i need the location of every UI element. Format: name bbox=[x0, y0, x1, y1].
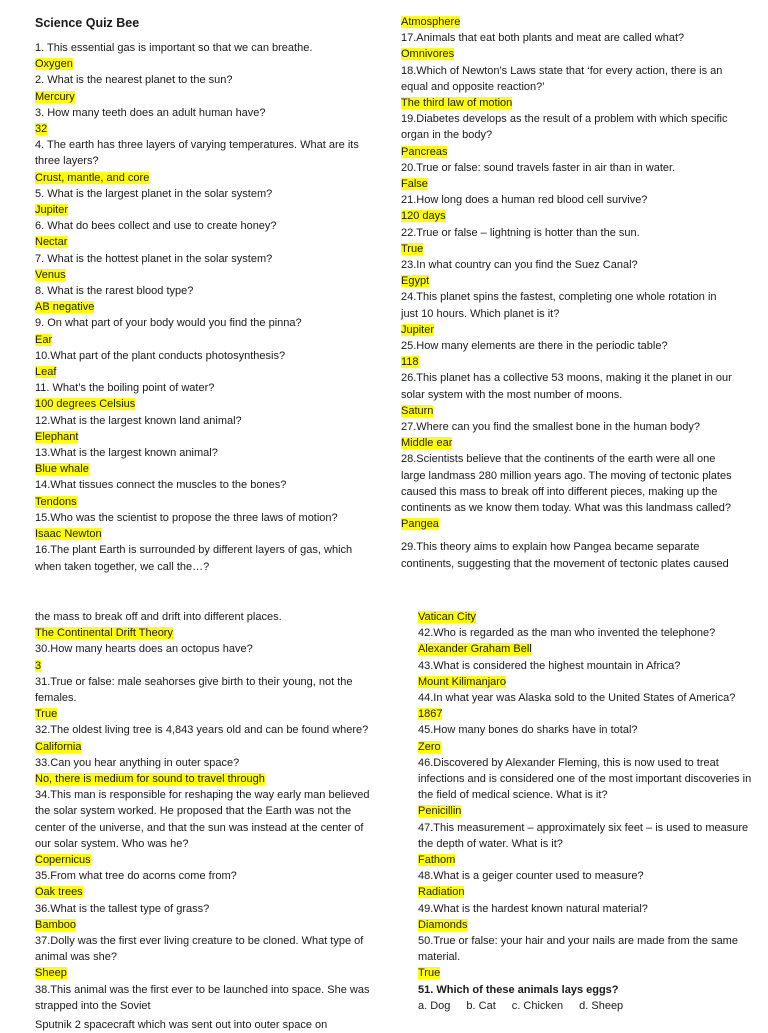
answer-highlight: Copernicus bbox=[35, 854, 91, 867]
question-text: 7. What is the hottest planet in the solar system? bbox=[35, 252, 273, 265]
answer-highlight: Jupiter bbox=[401, 323, 435, 336]
question-text: 29.This theory aims to explain how Pangea became separate continents, suggesting that the movement of tectonic plates caused bbox=[401, 540, 729, 570]
answer-highlight: Egypt bbox=[401, 275, 430, 288]
answer-highlight: Nectar bbox=[35, 236, 68, 249]
answer-highlight: True bbox=[401, 242, 424, 255]
question-text: 20.True or false: sound travels faster in air than in water. bbox=[401, 161, 676, 174]
question-text: the mass to break off and drift into different places. bbox=[35, 611, 282, 623]
question-text: 38.This animal was the first ever to be launched into space. She was strapped into the Soviet bbox=[35, 983, 370, 1012]
option-a: a. Dog bbox=[418, 999, 451, 1012]
answer-highlight: True bbox=[418, 967, 441, 980]
answer-highlight: 100 degrees Celsius bbox=[35, 398, 136, 411]
quiz-column-1 bbox=[35, 14, 370, 575]
question-text: 2. What is the nearest planet to the sun? bbox=[35, 74, 233, 87]
answer-highlight: California bbox=[35, 740, 82, 753]
answer-highlight: Mount Kilimanjaro bbox=[418, 675, 507, 688]
question-text: 49.What is the hardest known natural material? bbox=[418, 902, 648, 915]
question-text: 35.From what tree do acorns come from? bbox=[35, 870, 237, 883]
answer-highlight: True bbox=[35, 708, 58, 721]
question-text: 19.Diabetes develops as the result of a problem with which specific organ in the body? bbox=[401, 113, 728, 142]
question-text: 44.In what year was Alaska sold to the United States of America? bbox=[418, 692, 736, 705]
question-text: 31.True or false: male seahorses give birth to their young, not the females. bbox=[35, 675, 353, 705]
answer-highlight: Oak trees bbox=[35, 886, 83, 899]
answer-highlight: Blue whale bbox=[35, 463, 89, 476]
option-b: b. Cat bbox=[466, 999, 496, 1012]
question-text: 26.This planet has a collective 53 moons, making it the planet in our solar system with the most number of moons. bbox=[401, 372, 732, 401]
question-text: 1. This essential gas is important so that we can breathe. bbox=[35, 42, 313, 54]
question-text: 47.This measurement – approximately six feet – is used to measure the depth of water. What is it? bbox=[418, 821, 749, 850]
question-text: 13.What is the largest known animal? bbox=[35, 447, 218, 460]
question-text: 6. What do bees collect and use to create honey? bbox=[35, 220, 277, 233]
question-text: 17.Animals that eat both plants and meat are called what? bbox=[401, 32, 685, 45]
question-text: 28.Scientists believe that the continents of the earth were all one large landmass 280 million years ago. The moving of tectonic plates caused this mass to break off into different pieces, making up the continents as we know them today. What was this landmass called? bbox=[401, 453, 732, 515]
answer-highlight: Jupiter bbox=[35, 204, 69, 217]
question-text: 43.What is considered the highest mountain in Africa? bbox=[418, 659, 681, 672]
question-text: 42.Who is regarded as the man who invented the telephone? bbox=[418, 627, 716, 640]
answer-highlight: Bamboo bbox=[35, 918, 76, 931]
question-text: 18.Which of Newton’s Laws state that ‘for every action, there is an equal and opposite reaction?’ bbox=[401, 64, 723, 93]
answer-highlight: No, there is medium for sound to travel through bbox=[35, 773, 265, 786]
answer-highlight: AB negative bbox=[35, 301, 95, 314]
question-text: 21.How long does a human red blood cell survive? bbox=[401, 194, 648, 207]
answer-highlight: Middle ear bbox=[401, 437, 453, 450]
question-text: 37.Dolly was the first ever living creature to be cloned. What type of animal was she? bbox=[35, 935, 364, 964]
quiz-column-2 bbox=[401, 14, 736, 573]
answer-highlight: Saturn bbox=[401, 404, 434, 417]
question-text: 36.What is the tallest type of grass? bbox=[35, 902, 210, 915]
answer-highlight: Venus bbox=[35, 268, 66, 281]
answer-highlight: Atmosphere bbox=[401, 16, 461, 28]
answer-highlight: Ear bbox=[35, 333, 53, 346]
answer-highlight: The third law of motion bbox=[401, 97, 513, 110]
option-c: c. Chicken bbox=[511, 999, 564, 1012]
answer-highlight: Crust, mantle, and core bbox=[35, 171, 150, 184]
answer-highlight: Alexander Graham Bell bbox=[418, 643, 532, 656]
answer-highlight: Fathom bbox=[418, 854, 456, 867]
question-text: 11. What’s the boiling point of water? bbox=[35, 382, 215, 395]
question-text: 15.Who was the scientist to propose the three laws of motion? bbox=[35, 511, 338, 524]
answer-highlight: Isaac Newton bbox=[35, 528, 102, 541]
answer-highlight: 120 days bbox=[401, 210, 446, 223]
answer-highlight: 32 bbox=[35, 123, 48, 136]
question-text: 33.Can you hear anything in outer space? bbox=[35, 756, 240, 769]
answer-highlight: 3 bbox=[35, 659, 42, 672]
question-text: 27.Where can you find the smallest bone in the human body? bbox=[401, 421, 701, 434]
answer-highlight: Pancreas bbox=[401, 145, 448, 158]
answer-highlight: Sheep bbox=[35, 967, 67, 980]
question-text: 22.True or false – lightning is hotter than the sun. bbox=[401, 226, 640, 239]
answer-highlight: Tendons bbox=[35, 495, 77, 508]
question-text: 10.What part of the plant conducts photosynthesis? bbox=[35, 349, 286, 362]
answer-options bbox=[418, 998, 753, 1014]
question-text: 8. What is the rarest blood type? bbox=[35, 285, 194, 298]
answer-highlight: Leaf bbox=[35, 366, 57, 379]
question-text: 23.In what country can you find the Suez Canal? bbox=[401, 259, 638, 272]
question-text: 9. On what part of your body would you find the pinna? bbox=[35, 317, 302, 330]
option-d: d. Sheep bbox=[579, 999, 624, 1012]
answer-highlight: Omnivores bbox=[401, 48, 455, 61]
question-text: 25.How many elements are there in the periodic table? bbox=[401, 340, 668, 353]
answer-highlight: 1867 bbox=[418, 708, 443, 721]
answer-highlight: Zero bbox=[418, 740, 441, 753]
question-text: 14.What tissues connect the muscles to the bones? bbox=[35, 479, 287, 492]
question-text: 45.How many bones do sharks have in total? bbox=[418, 724, 638, 737]
quiz-column-3 bbox=[35, 609, 370, 1014]
question-text-cutoff: Sputnik 2 spacecraft which was sent out into outer space on bbox=[35, 1019, 328, 1031]
answer-highlight: Mercury bbox=[35, 90, 75, 103]
question-text: 3. How many teeth does an adult human have? bbox=[35, 106, 266, 119]
question-text: 30.How many hearts does an octopus have? bbox=[35, 643, 253, 656]
answer-highlight: 118 bbox=[401, 356, 419, 369]
answer-highlight: The Continental Drift Theory bbox=[35, 627, 173, 640]
answer-highlight: False bbox=[401, 178, 428, 191]
question-text: 12.What is the largest known land animal? bbox=[35, 414, 242, 427]
question-text: 34.This man is responsible for reshaping the way early man believed the solar system worked. He proposed that the Earth was not the center of the universe, and that the sun was instead at the center of our solar system. Who was he? bbox=[35, 789, 370, 850]
question-text: 48.What is a geiger counter used to measure? bbox=[418, 870, 644, 883]
answer-highlight: Diamonds bbox=[418, 918, 468, 931]
page-title: Science Quiz Bee bbox=[35, 16, 140, 30]
question-text: 50.True or false: your hair and your nails are made from the same material. bbox=[418, 935, 738, 964]
question-text: 16.The plant Earth is surrounded by different layers of gas, which when taken together, we call the…? bbox=[35, 544, 353, 573]
question-text: 24.This planet spins the fastest, completing one whole rotation in just 10 hours. Which planet is it? bbox=[401, 291, 717, 320]
question-text: 5. What is the largest planet in the solar system? bbox=[35, 187, 273, 200]
answer-highlight: Radiation bbox=[418, 886, 465, 899]
question-text-bold: 51. Which of these animals lays eggs? bbox=[418, 983, 619, 996]
answer-highlight: Pangea bbox=[401, 518, 439, 531]
answer-highlight: Penicillin bbox=[418, 805, 462, 818]
answer-highlight: Oxygen bbox=[35, 58, 73, 71]
question-text: 4. The earth has three layers of varying temperatures. What are its three layers? bbox=[35, 139, 359, 168]
question-text: 46.Discovered by Alexander Fleming, this is now used to treat infections and is considered one of the most important discoveries in the field of medical science. What is it? bbox=[418, 756, 752, 802]
answer-highlight: Elephant bbox=[35, 430, 79, 443]
question-text: 32.The oldest living tree is 4,843 years old and can be found where? bbox=[35, 724, 369, 737]
answer-highlight: Vatican City bbox=[418, 611, 476, 623]
quiz-column-4 bbox=[418, 609, 753, 1014]
